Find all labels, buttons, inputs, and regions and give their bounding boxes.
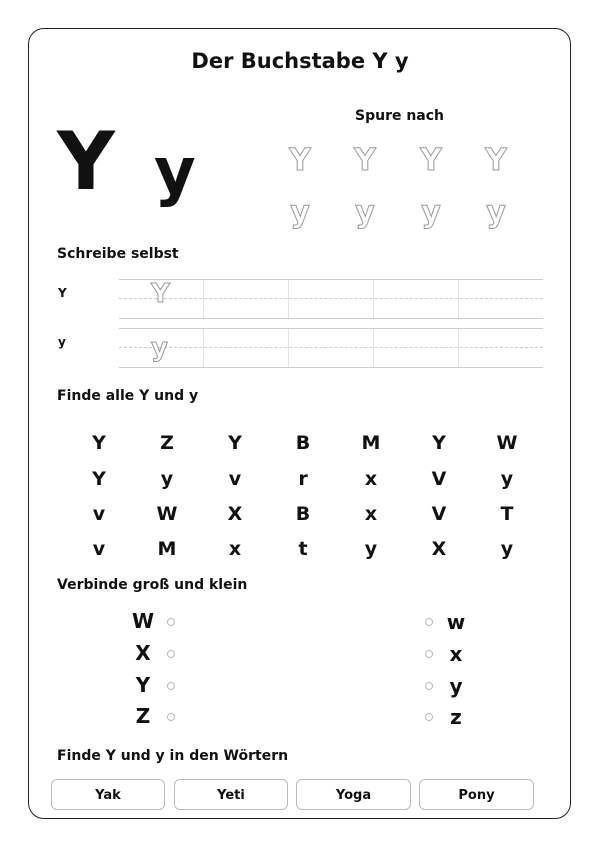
trace-letter-upper: Y — [420, 143, 442, 178]
grid-letter[interactable]: y — [500, 468, 514, 490]
write-sample-letter: y — [151, 333, 168, 363]
connect-dot-right[interactable] — [425, 713, 433, 721]
grid-letter[interactable]: X — [227, 503, 243, 525]
grid-letter[interactable]: Y — [92, 432, 106, 454]
write-sample-letter: Y — [151, 279, 170, 309]
big-uppercase-letter: Y — [57, 115, 115, 208]
grid-letter[interactable]: Y — [432, 432, 446, 454]
find-heading: Finde alle Y und y — [57, 388, 199, 404]
grid-letter[interactable]: X — [431, 538, 447, 560]
connect-dot-right[interactable] — [425, 682, 433, 690]
grid-letter[interactable]: Y — [228, 432, 242, 454]
grid-letter[interactable]: W — [496, 432, 518, 454]
write-row-label: Y — [58, 286, 67, 300]
grid-letter[interactable]: v — [92, 503, 106, 525]
grid-letter[interactable]: W — [156, 503, 178, 525]
connect-right-letter: z — [450, 705, 462, 729]
grid-letter[interactable]: B — [295, 432, 311, 454]
connect-left-letter: Y — [135, 673, 151, 697]
grid-letter[interactable]: M — [157, 538, 177, 560]
connect-dot-right[interactable] — [425, 618, 433, 626]
grid-letter[interactable]: v — [228, 468, 242, 490]
connect-right-letter: y — [449, 674, 463, 698]
word-card[interactable]: Yoga — [296, 779, 411, 810]
trace-letter-lower: y — [290, 195, 310, 230]
big-lowercase-letter: y — [154, 135, 196, 209]
connect-left-letter: Z — [135, 704, 151, 728]
connect-dot-left[interactable] — [167, 650, 175, 658]
grid-letter[interactable]: t — [298, 538, 308, 560]
grid-letter[interactable]: x — [364, 468, 378, 490]
grid-letter[interactable]: r — [298, 468, 308, 490]
grid-letter[interactable]: V — [431, 503, 447, 525]
trace-letter-lower: y — [486, 195, 506, 230]
trace-letter-upper: Y — [485, 143, 507, 178]
writing-line-upper[interactable] — [119, 279, 543, 319]
connect-right-letter: w — [446, 610, 466, 634]
grid-letter[interactable]: y — [160, 468, 174, 490]
connect-right-letter: x — [449, 642, 463, 666]
grid-letter[interactable]: x — [364, 503, 378, 525]
connect-heading: Verbinde groß und klein — [57, 577, 248, 593]
word-card[interactable]: Yeti — [174, 779, 288, 810]
grid-letter[interactable]: y — [500, 538, 514, 560]
trace-letter-lower: y — [421, 195, 441, 230]
connect-dot-right[interactable] — [425, 650, 433, 658]
grid-letter[interactable]: v — [92, 538, 106, 560]
write-heading: Schreibe selbst — [57, 246, 179, 262]
grid-letter[interactable]: M — [361, 432, 381, 454]
connect-left-letter: X — [135, 641, 151, 665]
write-row-label: y — [58, 335, 66, 349]
trace-heading: Spure nach — [355, 108, 445, 124]
grid-letter[interactable]: x — [228, 538, 242, 560]
trace-letter-upper: Y — [289, 143, 311, 178]
grid-letter[interactable]: B — [295, 503, 311, 525]
grid-letter[interactable]: y — [364, 538, 378, 560]
word-card[interactable]: Pony — [419, 779, 534, 810]
grid-letter[interactable]: T — [500, 503, 514, 525]
grid-letter[interactable]: Y — [92, 468, 106, 490]
connect-left-letter: W — [131, 609, 155, 633]
word-card[interactable]: Yak — [51, 779, 165, 810]
grid-letter[interactable]: V — [431, 468, 447, 490]
connect-dot-left[interactable] — [167, 713, 175, 721]
page-title: Der Buchstabe Y y — [191, 49, 409, 73]
connect-dot-left[interactable] — [167, 618, 175, 626]
writing-line-lower[interactable] — [119, 328, 543, 368]
trace-letter-lower: y — [355, 195, 375, 230]
connect-dot-left[interactable] — [167, 682, 175, 690]
words-heading: Finde Y und y in den Wörtern — [57, 748, 289, 764]
grid-letter[interactable]: Z — [160, 432, 174, 454]
trace-letter-upper: Y — [354, 143, 376, 178]
